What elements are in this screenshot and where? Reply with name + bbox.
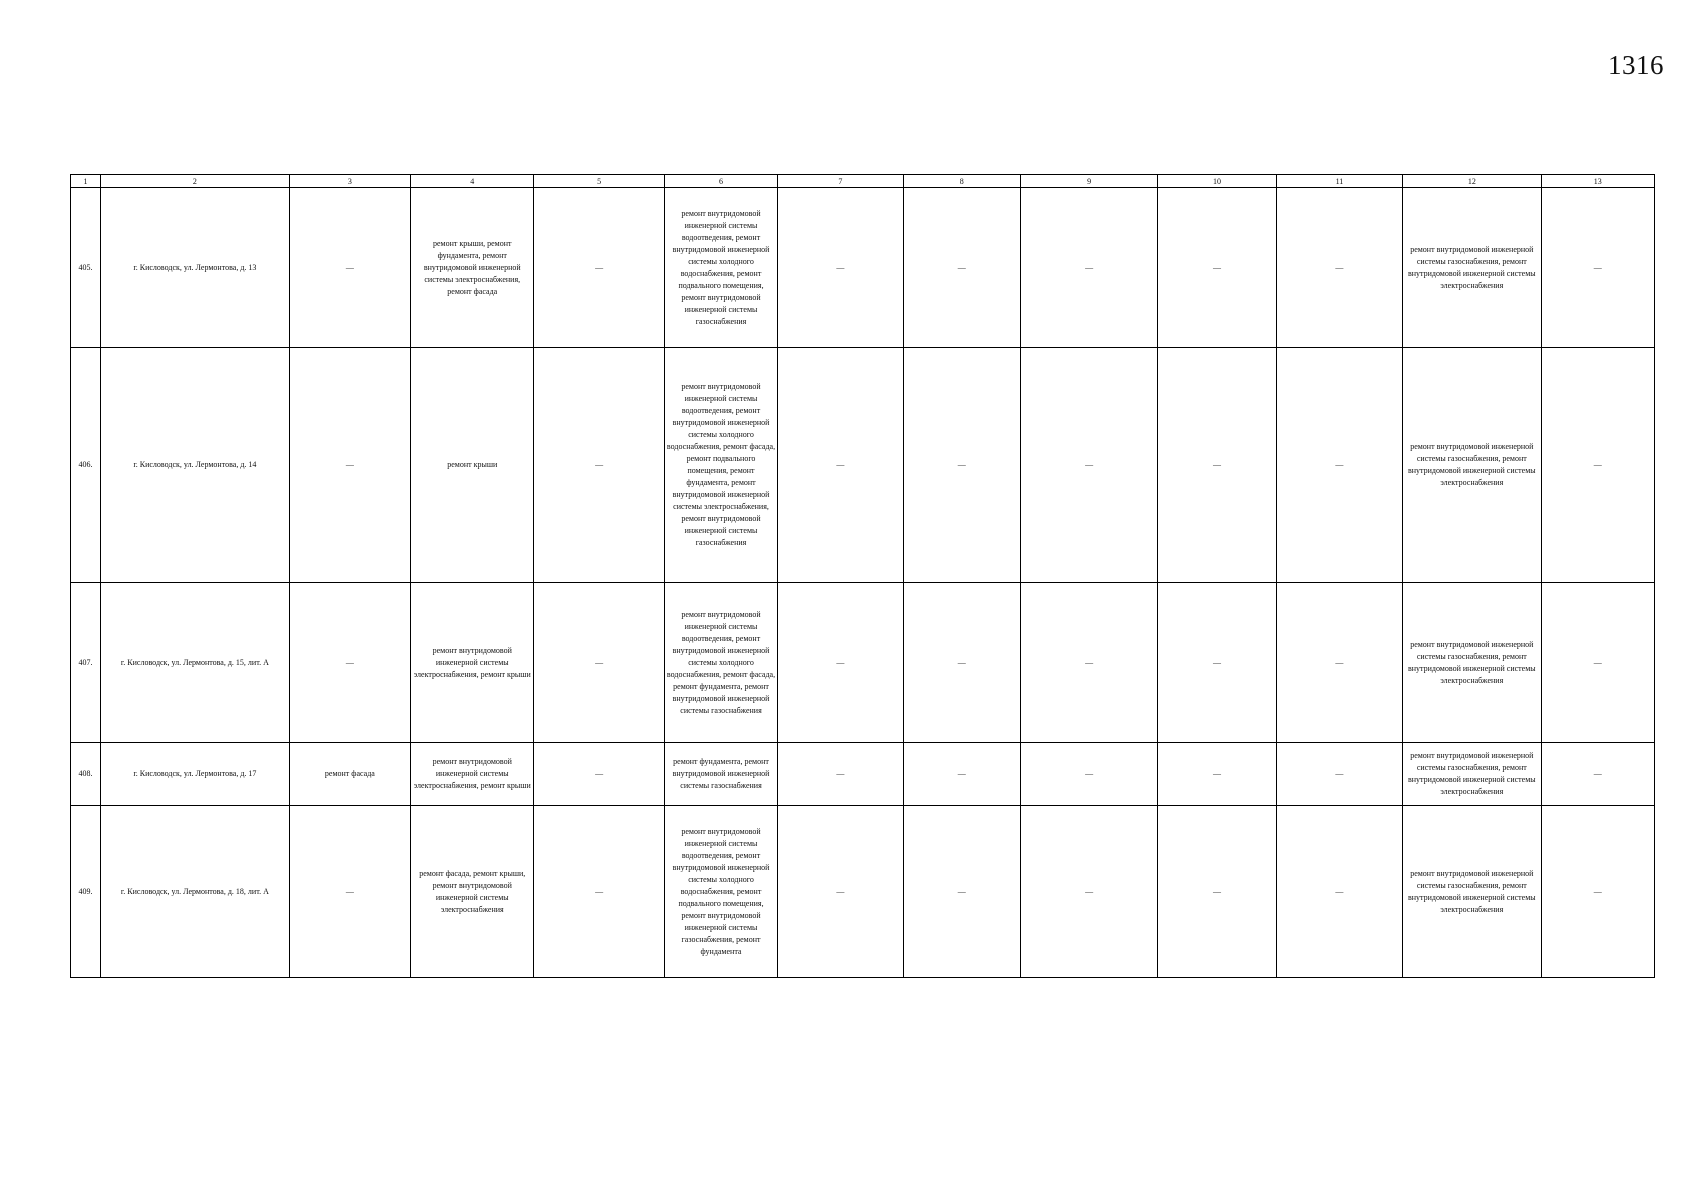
column-header: 10 bbox=[1158, 175, 1276, 188]
column-header: 13 bbox=[1541, 175, 1654, 188]
cell-col13: — bbox=[1541, 743, 1654, 806]
cell-col7: — bbox=[778, 806, 903, 978]
column-header: 11 bbox=[1276, 175, 1402, 188]
cell-col9: — bbox=[1020, 743, 1157, 806]
cell-col4: ремонт фасада, ремонт крыши, ремонт внутридомовой инженерной системы электроснабжения bbox=[411, 806, 534, 978]
column-header: 5 bbox=[534, 175, 664, 188]
cell-col8: — bbox=[903, 743, 1020, 806]
cell-col3: — bbox=[289, 583, 410, 743]
cell-col10: — bbox=[1158, 188, 1276, 348]
cell-col4: ремонт внутридомовой инженерной системы электроснабжения, ремонт крыши bbox=[411, 583, 534, 743]
cell-col6: ремонт внутридомовой инженерной системы водоотведения, ремонт внутридомовой инженерной системы холодного водоснабжения, ремонт фасада, ремонт фундамента, ремонт внутридомовой инженерной системы газоснабжения bbox=[664, 583, 777, 743]
column-header: 2 bbox=[101, 175, 290, 188]
table-row bbox=[71, 743, 1655, 806]
cell-col10: — bbox=[1158, 348, 1276, 583]
cell-col10: — bbox=[1158, 806, 1276, 978]
address-cell: г. Кисловодск, ул. Лермонтова, д. 18, лит. А bbox=[101, 806, 290, 978]
cell-col6: ремонт внутридомовой инженерной системы водоотведения, ремонт внутридомовой инженерной системы холодного водоснабжения, ремонт фасада, ремонт подвального помещения, ремонт фундамента, ремонт внутридомовой инженерной системы электроснабжения, ремонт внутридомовой инженерной системы газоснабжения bbox=[664, 348, 777, 583]
cell-col12: ремонт внутридомовой инженерной системы газоснабжения, ремонт внутридомовой инженерной системы электроснабжения bbox=[1403, 583, 1541, 743]
cell-col5: — bbox=[534, 806, 664, 978]
cell-col6: ремонт внутридомовой инженерной системы водоотведения, ремонт внутридомовой инженерной системы холодного водоснабжения, ремонт подвального помещения, ремонт внутридомовой инженерной системы газоснабжения, ремонт фундамента bbox=[664, 806, 777, 978]
page-number: 1316 bbox=[1608, 50, 1664, 80]
cell-col12: ремонт внутридомовой инженерной системы газоснабжения, ремонт внутридомовой инженерной системы электроснабжения bbox=[1403, 806, 1541, 978]
cell-col10: — bbox=[1158, 583, 1276, 743]
cell-col10: — bbox=[1158, 743, 1276, 806]
cell-col12: ремонт внутридомовой инженерной системы газоснабжения, ремонт внутридомовой инженерной системы электроснабжения bbox=[1403, 743, 1541, 806]
cell-col5: — bbox=[534, 583, 664, 743]
cell-col12: ремонт внутридомовой инженерной системы газоснабжения, ремонт внутридомовой инженерной системы электроснабжения bbox=[1403, 188, 1541, 348]
cell-col13: — bbox=[1541, 806, 1654, 978]
cell-col11: — bbox=[1276, 348, 1402, 583]
row-number: 409. bbox=[71, 806, 101, 978]
address-cell: г. Кисловодск, ул. Лермонтова, д. 15, лит. А bbox=[101, 583, 290, 743]
cell-col4: ремонт крыши bbox=[411, 348, 534, 583]
column-header: 6 bbox=[664, 175, 777, 188]
cell-col5: — bbox=[534, 348, 664, 583]
cell-col5: — bbox=[534, 743, 664, 806]
table-row bbox=[71, 188, 1655, 348]
cell-col8: — bbox=[903, 188, 1020, 348]
cell-col3: ремонт фасада bbox=[289, 743, 410, 806]
cell-col8: — bbox=[903, 348, 1020, 583]
cell-col7: — bbox=[778, 583, 903, 743]
cell-col13: — bbox=[1541, 188, 1654, 348]
cell-col4: ремонт крыши, ремонт фундамента, ремонт внутридомовой инженерной системы электроснабжения, ремонт фасада bbox=[411, 188, 534, 348]
column-header: 8 bbox=[903, 175, 1020, 188]
cell-col11: — bbox=[1276, 583, 1402, 743]
row-number: 408. bbox=[71, 743, 101, 806]
row-number: 406. bbox=[71, 348, 101, 583]
address-cell: г. Кисловодск, ул. Лермонтова, д. 17 bbox=[101, 743, 290, 806]
cell-col11: — bbox=[1276, 806, 1402, 978]
cell-col8: — bbox=[903, 806, 1020, 978]
column-header: 7 bbox=[778, 175, 903, 188]
table-row bbox=[71, 806, 1655, 978]
row-number: 405. bbox=[71, 188, 101, 348]
cell-col13: — bbox=[1541, 348, 1654, 583]
cell-col12: ремонт внутридомовой инженерной системы газоснабжения, ремонт внутридомовой инженерной системы электроснабжения bbox=[1403, 348, 1541, 583]
cell-col3: — bbox=[289, 806, 410, 978]
cell-col4: ремонт внутридомовой инженерной системы электроснабжения, ремонт крыши bbox=[411, 743, 534, 806]
cell-col13: — bbox=[1541, 583, 1654, 743]
column-number-row bbox=[71, 175, 1655, 188]
cell-col8: — bbox=[903, 583, 1020, 743]
address-cell: г. Кисловодск, ул. Лермонтова, д. 13 bbox=[101, 188, 290, 348]
cell-col6: ремонт внутридомовой инженерной системы водоотведения, ремонт внутридомовой инженерной системы холодного водоснабжения, ремонт подвального помещения, ремонт внутридомовой инженерной системы газоснабжения bbox=[664, 188, 777, 348]
cell-col11: — bbox=[1276, 188, 1402, 348]
table-row bbox=[71, 348, 1655, 583]
row-number: 407. bbox=[71, 583, 101, 743]
cell-col5: — bbox=[534, 188, 664, 348]
cell-col6: ремонт фундамента, ремонт внутридомовой инженерной системы газоснабжения bbox=[664, 743, 777, 806]
cell-col7: — bbox=[778, 743, 903, 806]
cell-col7: — bbox=[778, 348, 903, 583]
column-header: 1 bbox=[71, 175, 101, 188]
cell-col9: — bbox=[1020, 583, 1157, 743]
table-row bbox=[71, 583, 1655, 743]
column-header: 12 bbox=[1403, 175, 1541, 188]
cell-col9: — bbox=[1020, 188, 1157, 348]
cell-col9: — bbox=[1020, 806, 1157, 978]
column-header: 4 bbox=[411, 175, 534, 188]
column-header: 3 bbox=[289, 175, 410, 188]
cell-col3: — bbox=[289, 348, 410, 583]
cell-col3: — bbox=[289, 188, 410, 348]
cell-col7: — bbox=[778, 188, 903, 348]
cell-col11: — bbox=[1276, 743, 1402, 806]
repair-schedule-table bbox=[70, 174, 1655, 978]
cell-col9: — bbox=[1020, 348, 1157, 583]
address-cell: г. Кисловодск, ул. Лермонтова, д. 14 bbox=[101, 348, 290, 583]
column-header: 9 bbox=[1020, 175, 1157, 188]
